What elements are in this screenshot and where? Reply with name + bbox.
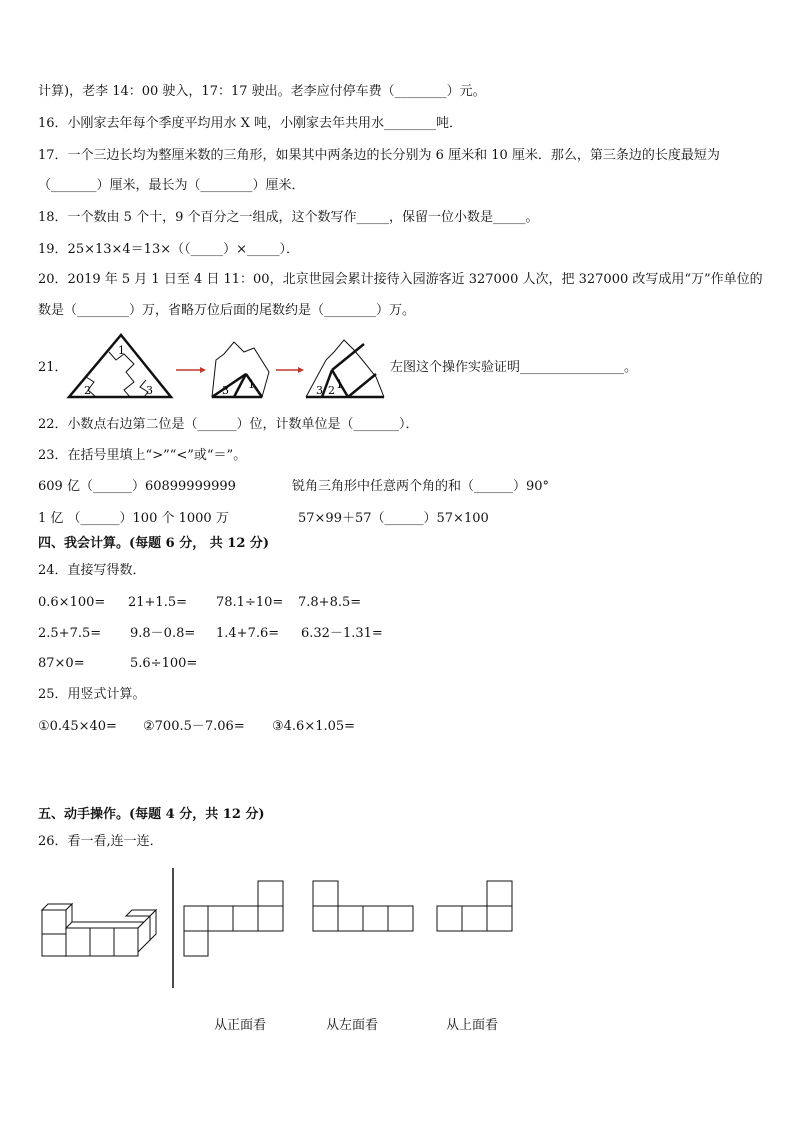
q17-line2: （_______）厘米，最长为（________）厘米． bbox=[38, 178, 305, 193]
q21-text: 左图这个操作实验证明________________。 bbox=[390, 360, 638, 375]
calc-r3c2: 5.6÷100= bbox=[130, 656, 198, 671]
arrowhead-2 bbox=[298, 367, 304, 373]
calc-r2c2: 9.8－0.8= bbox=[130, 626, 196, 641]
svg-text:3: 3 bbox=[316, 384, 323, 397]
view-grid-left bbox=[312, 880, 414, 934]
divider-line bbox=[172, 868, 176, 988]
corner-label-2: 2 bbox=[84, 384, 91, 397]
calc-r1c2: 21+1.5= bbox=[128, 595, 188, 610]
cube-stack-figure bbox=[40, 902, 165, 958]
q23-compare-3: 1 亿 （______）100 个 1000 万 bbox=[38, 511, 229, 526]
q25-item-1: ①0.45×40= bbox=[38, 719, 117, 734]
calc-r2c1: 2.5+7.5= bbox=[38, 626, 102, 641]
svg-text:1: 1 bbox=[248, 378, 255, 391]
q15-continuation: 计算)，老李 14：00 驶入，17：17 驶出。老李应付停车费（________）元。 bbox=[38, 84, 486, 99]
q22: 22．小数点右边第二位是（______）位，计数单位是（_______）． bbox=[38, 417, 419, 432]
view-label-front: 从正面看 bbox=[214, 1018, 267, 1033]
calc-r1c1: 0.6×100= bbox=[38, 595, 106, 610]
section-4-heading: 四、我会计算。(每题 6 分， 共 12 分) bbox=[38, 536, 270, 551]
q23-compare-2: 锐角三角形中任意两个角的和（______）90° bbox=[292, 479, 550, 494]
q23-compare-1: 609 亿（______）60899999999 bbox=[38, 479, 236, 494]
corner-label-1: 1 bbox=[118, 344, 125, 357]
q21-number: 21． bbox=[38, 360, 68, 375]
calc-r1c3: 78.1÷10= bbox=[216, 595, 284, 610]
q16: 16．小刚家去年每个季度平均用水 X 吨，小刚家去年共用水________吨． bbox=[38, 116, 463, 131]
view-label-top: 从上面看 bbox=[446, 1018, 499, 1033]
svg-text:2: 2 bbox=[328, 384, 335, 397]
q25-item-3: ③4.6×1.05= bbox=[272, 719, 356, 734]
q26: 26．看一看,连一连． bbox=[38, 834, 163, 849]
q25: 25．用竖式计算。 bbox=[38, 687, 146, 702]
triangle-experiment-figure bbox=[64, 332, 384, 402]
q19: 19．25×13×4＝13×（（_____）×_____）． bbox=[38, 242, 300, 257]
view-grid-top bbox=[436, 880, 516, 934]
calc-r3c1: 87×0= bbox=[38, 656, 85, 671]
q24: 24．直接写得数． bbox=[38, 563, 146, 578]
q25-item-2: ②700.5－7.06= bbox=[143, 719, 245, 734]
arrowhead-1 bbox=[200, 367, 206, 373]
calc-r2c4: 6.32－1.31= bbox=[301, 626, 383, 641]
q18: 18．一个数由 5 个十，9 个百分之一组成，这个数写作_____，保留一位小数是_____。 bbox=[38, 210, 539, 225]
q20-line2: 数是（________）万，省略万位后面的尾数约是（________）万。 bbox=[38, 303, 416, 318]
view-grid-front bbox=[183, 880, 285, 958]
corner-label-3: 3 bbox=[146, 384, 153, 397]
svg-text:1: 1 bbox=[336, 378, 343, 391]
q17-line1: 17．一个三边长均为整厘米数的三角形，如果其中两条边的长分别为 6 厘米和 10 厘米．那么，第三条边的长度最短为 bbox=[38, 148, 720, 163]
view-label-left: 从左面看 bbox=[326, 1018, 379, 1033]
calc-r2c3: 1.4+7.6= bbox=[216, 626, 280, 641]
q20-line1: 20．2019 年 5 月 1 日至 4 日 11：00，北京世园会累计接待入园游客近 327000 人次，把 327000 改写成用“万”作单位的 bbox=[38, 272, 763, 287]
q23: 23．在括号里填上“>”“<”或“＝”。 bbox=[38, 448, 247, 463]
section-5-heading: 五、动手操作。(每题 4 分，共 12 分) bbox=[38, 807, 265, 822]
q23-compare-4: 57×99＋57（______）57×100 bbox=[298, 511, 489, 526]
calc-r1c4: 7.8+8.5= bbox=[298, 595, 362, 610]
svg-text:3: 3 bbox=[222, 384, 229, 397]
